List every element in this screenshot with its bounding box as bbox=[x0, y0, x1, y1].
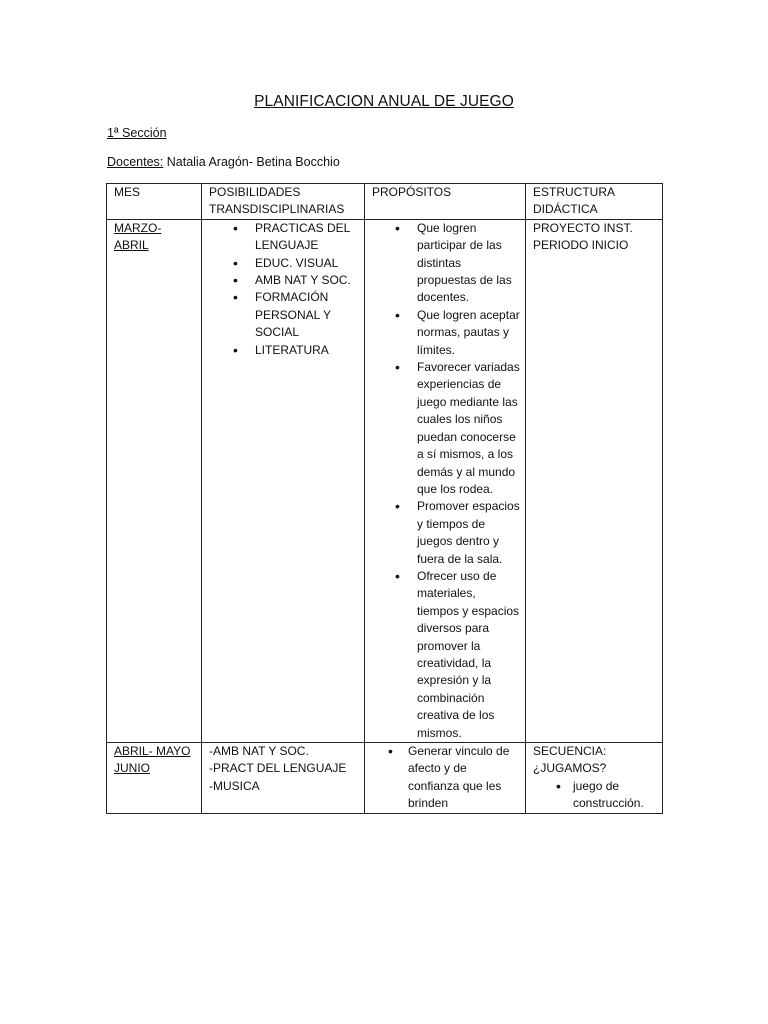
month-cell bbox=[107, 219, 202, 742]
list-item: • AMB NAT Y SOC. bbox=[209, 272, 359, 289]
list-item: • Que logren aceptar normas, pautas y límites. bbox=[372, 307, 520, 359]
header-purposes: PROPÓSITOS bbox=[365, 184, 526, 220]
list-item: • Ofrecer uso de materiales, tiempos y espacios diversos para promover la creatividad, la expresión y la combinación creativa de los mismos. bbox=[372, 568, 520, 742]
list-item: -MUSICA bbox=[209, 778, 260, 793]
structure-line: PROYECTO INST. bbox=[533, 220, 633, 235]
list-item: • Generar vinculo de afecto y de confianza que les brinden bbox=[372, 743, 520, 813]
list-item: • EDUC. VISUAL bbox=[209, 255, 359, 272]
table-header-row bbox=[107, 184, 663, 220]
list-item: -PRACT DEL LENGUAJE bbox=[209, 761, 347, 776]
structure-title: SECUENCIA: ¿JUGAMOS? bbox=[533, 744, 607, 776]
teachers-label: Docentes: bbox=[107, 155, 164, 169]
list-item: -AMB NAT Y SOC. bbox=[209, 744, 309, 758]
purposes-cell bbox=[365, 219, 526, 742]
header-possibilities: POSIBILIDADES TRANSDISCIPLINARIAS bbox=[202, 184, 365, 220]
possibilities-cell bbox=[202, 743, 365, 814]
list-item: • Favorecer variadas experiencias de juego mediante las cuales los niños puedan conocerse a sí mismos, a los demás y al mundo que los rodea. bbox=[372, 359, 520, 498]
month-label: MARZO- ABRIL bbox=[114, 220, 162, 253]
table-row bbox=[107, 219, 663, 742]
planning-table bbox=[106, 183, 663, 814]
structure-cell bbox=[526, 219, 663, 742]
section-label: 1ª Sección bbox=[107, 126, 167, 140]
list-item: • Que logren participar de las distintas propuestas de las docentes. bbox=[372, 220, 520, 307]
purposes-cell bbox=[365, 743, 526, 814]
header-month: MES bbox=[107, 184, 202, 220]
possibilities-cell bbox=[202, 219, 365, 742]
month-cell bbox=[107, 743, 202, 814]
list-item: • juego de construcción. bbox=[533, 778, 657, 813]
table-row bbox=[107, 743, 663, 814]
structure-line: PERIODO INICIO bbox=[533, 238, 629, 253]
list-item: • LITERATURA bbox=[209, 342, 359, 359]
teachers-names: Natalia Aragón- Betina Bocchio bbox=[163, 155, 340, 169]
list-item: • Promover espacios y tiempos de juegos dentro y fuera de la sala. bbox=[372, 498, 520, 568]
list-item: • PRACTICAS DEL LENGUAJE bbox=[209, 220, 359, 255]
header-structure: ESTRUCTURA DIDÁCTICA bbox=[526, 184, 663, 220]
document-title: PLANIFICACION ANUAL DE JUEGO bbox=[254, 93, 514, 110]
teachers-line bbox=[107, 155, 340, 169]
list-item: • FORMACIÓN PERSONAL Y SOCIAL bbox=[209, 289, 359, 341]
month-label: ABRIL- MAYO JUNIO bbox=[114, 744, 191, 776]
structure-cell bbox=[526, 743, 663, 814]
